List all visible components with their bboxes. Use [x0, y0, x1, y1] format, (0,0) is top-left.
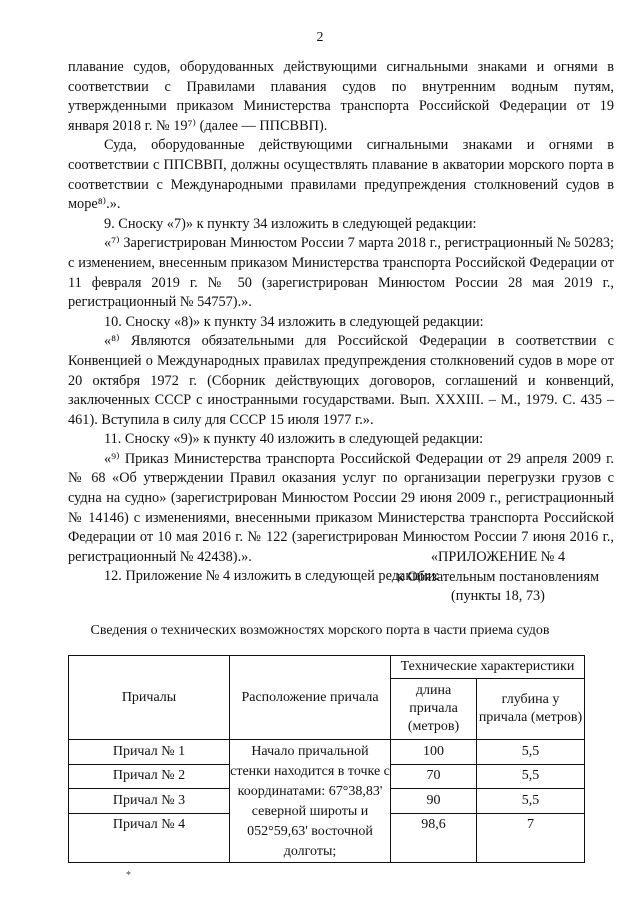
page-number: 2 [316, 30, 324, 45]
berth-depth: 5,5 [477, 764, 585, 789]
paragraph: плавание судов, оборудованных действующими сигнальными знаками и огнями в соответствии с Правилами плавания судов по внутренним водным путям, утвержденными приказом Министерства транспорта Российской Федерации от 19 января 2018 г. № 19⁷⁾ (далее — ППСВВП). [68, 59, 614, 134]
berth-length: 70 [391, 764, 477, 789]
header-berths: Причалы [69, 656, 230, 740]
berths-table [68, 655, 585, 863]
appendix-title: «ПРИЛОЖЕНИЕ № 4 [430, 549, 566, 565]
header-location: Расположение причала [230, 656, 391, 740]
paragraph: «⁸⁾ Являются обязательными для Российской Федерации в соответствии с Конвенцией о Международных правилах предупреждения столкновений судов в море от 20 октября 1972 г. (Сборник действующих договоров, соглашений и конвенций, заключенных СССР с иностранными государствами. Вып. XXXIII. – М., 1979. С. 435 – 461). Вступила в силу для СССР 15 июля 1977 г.». [68, 333, 614, 428]
berth-length: 98,6 [391, 813, 477, 862]
berth-name: Причал № 3 [69, 789, 230, 814]
appendix-subtitle: к Обязательным постановлениям [396, 568, 600, 585]
paragraph: 9. Сноску «7)» к пункту 34 изложить в следующей редакции: [104, 215, 477, 232]
paragraph: «⁹⁾ Приказ Министерства транспорта Российской Федерации от 29 апреля 2009 г. № 68 «Об утверждении Правил оказания услуг по организации перегрузки грузов с судна на судно» (зарегистрирован Минюстом России 29 июня 2009 г., регистрационный № 14146) с изменениями, внесенными приказом Министерства транспорта Российской Федерации от 10 мая 2016 г. № 122 (зарегистрирован Минюстом России 7 июня 2016 г., регистрационный № 42438).». [68, 450, 614, 565]
table-row [69, 740, 585, 765]
berth-length: 90 [391, 789, 477, 814]
paragraph: Суда, оборудованные действующими сигнальными знаками и огнями в соответствии с ППСВВП, должны осуществлять плавание в акватории морского порта в соответствии с Международными правилами предупреждения столкновений судов в море⁸⁾.». [68, 137, 614, 213]
berth-length: 100 [391, 740, 477, 765]
berth-depth: 5,5 [477, 789, 585, 814]
scan-mark: * [126, 870, 131, 881]
appendix-header [378, 548, 618, 607]
document-body [68, 58, 614, 587]
paragraph: 12. Приложение № 4 изложить в следующей редакции: [104, 568, 440, 585]
header-depth: глубина у причала (метров) [477, 679, 585, 740]
berth-depth: 7 [477, 813, 585, 862]
paragraph: 11. Сноску «9)» к пункту 40 изложить в следующей редакции: [104, 431, 484, 448]
berth-location: Начало причальной стенки находится в точке с координатами: 67°38,83' северной широты и 052°59,63' восточной долготы; [230, 740, 391, 863]
appendix-points: (пункты 18, 73) [451, 588, 545, 605]
header-length: длина причала (метров) [391, 679, 477, 740]
berth-depth: 5,5 [477, 740, 585, 765]
paragraph: 10. Сноску «8)» к пункту 34 изложить в следующей редакции: [104, 313, 484, 330]
berth-name: Причал № 4 [69, 813, 230, 862]
table-title: Сведения о технических возможностях морского порта в части приема судов [90, 623, 550, 638]
paragraph: «⁷⁾ Зарегистрирован Минюстом России 7 марта 2018 г., регистрационный № 50283; с изменением, внесенным приказом Министерства транспорта Российской Федерации от 11 февраля 2019 г. № 50 (зарегистрирован Минюстом России 28 мая 2019 г., регистрационный № 54757).». [68, 235, 614, 311]
header-tech: Технические характеристики [391, 656, 585, 679]
berth-name: Причал № 1 [69, 740, 230, 765]
berth-name: Причал № 2 [69, 764, 230, 789]
